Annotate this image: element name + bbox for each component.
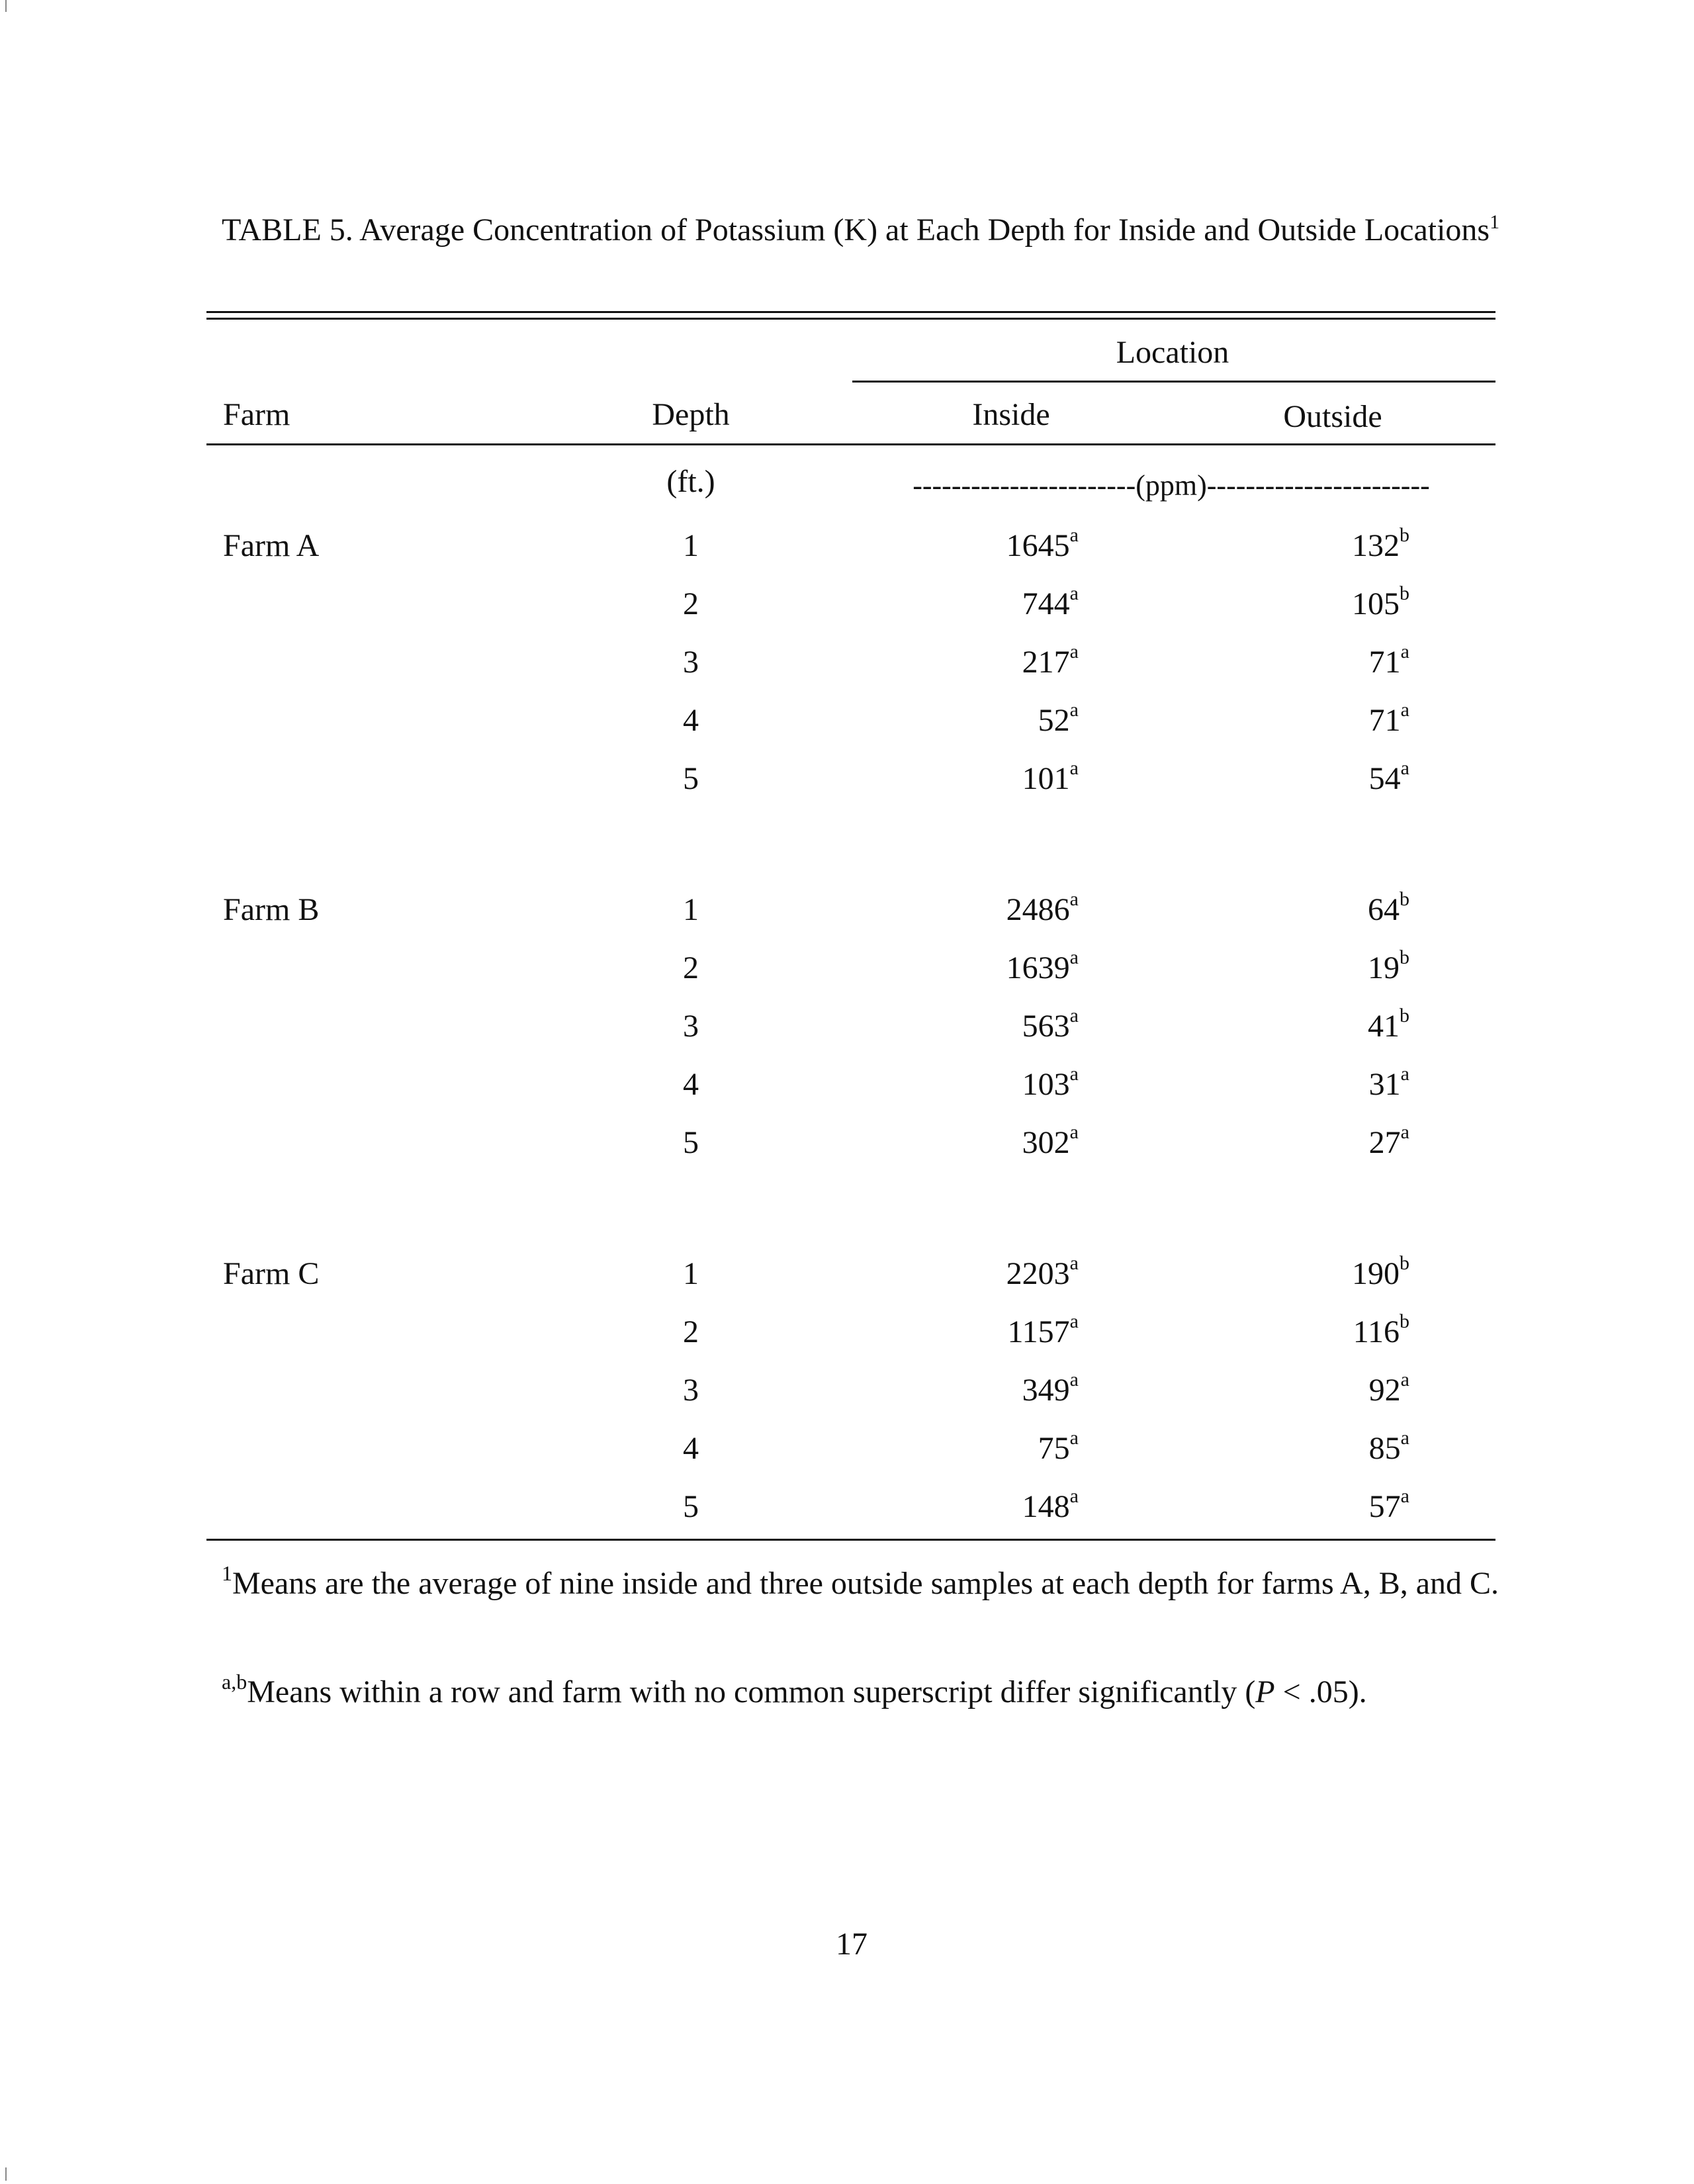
outside-superscript: a	[1400, 1121, 1409, 1143]
caption-footnote-mark: 1	[1490, 211, 1500, 233]
page-number: 17	[836, 1927, 868, 1962]
farm-label: Farm B	[223, 892, 320, 927]
inside-value: 52	[1038, 703, 1070, 738]
inside-value: 744	[1022, 586, 1070, 621]
outside-value: 85	[1368, 1431, 1401, 1466]
caption-text: TABLE 5. Average Concentration of Potassium (K) at Each Depth for Inside and Outside Locations	[222, 212, 1490, 248]
scan-mark-bottom	[5, 2167, 7, 2181]
outside-value: 105	[1352, 586, 1400, 621]
inside-value-cell	[1022, 1123, 1079, 1167]
outside-superscript: b	[1400, 888, 1409, 910]
inside-value: 217	[1022, 645, 1070, 680]
outside-value-cell	[1369, 1123, 1409, 1167]
inside-value: 1639	[1006, 950, 1070, 985]
inside-value-cell	[1022, 759, 1079, 803]
inside-superscript: a	[1069, 1310, 1079, 1332]
outside-value: 64	[1368, 892, 1400, 927]
inside-value: 2203	[1006, 1256, 1070, 1291]
depth-cell: 1	[683, 892, 699, 927]
outside-superscript: b	[1400, 582, 1409, 604]
footnote-2-italic: P	[1255, 1674, 1275, 1709]
inside-value: 302	[1022, 1125, 1070, 1160]
header-bottom-rule	[206, 443, 1495, 445]
inside-value: 563	[1022, 1009, 1070, 1044]
outside-value-cell	[1353, 1312, 1409, 1356]
outside-value: 27	[1368, 1125, 1401, 1160]
outside-superscript: a	[1400, 1427, 1409, 1449]
outside-value-cell	[1368, 890, 1409, 934]
inside-value-cell	[1022, 584, 1079, 628]
depth-cell: 2	[683, 586, 699, 621]
table-top-rule	[206, 311, 1495, 313]
inside-superscript: a	[1069, 582, 1079, 604]
scan-mark-top	[5, 0, 7, 12]
outside-superscript: b	[1400, 1252, 1409, 1274]
outside-value: 57	[1368, 1489, 1401, 1524]
footnote-2-text-after: < .05).	[1274, 1674, 1367, 1709]
outside-value-cell	[1352, 1254, 1409, 1298]
inside-value: 148	[1022, 1489, 1070, 1524]
outside-value-cell	[1369, 643, 1409, 686]
depth-cell: 3	[683, 645, 699, 680]
footnote-1-text: Means are the average of nine inside and three outside samples at each depth for farms A, B, and C.	[232, 1566, 1499, 1601]
outside-value: 71	[1368, 645, 1401, 680]
depth-cell: 4	[683, 1067, 699, 1102]
header-farm: Farm	[223, 397, 290, 432]
outside-superscript: b	[1400, 524, 1409, 546]
inside-superscript: a	[1069, 1485, 1079, 1507]
outside-superscript: a	[1400, 1063, 1409, 1085]
footnote-2	[222, 1672, 1519, 1715]
outside-superscript: a	[1400, 757, 1409, 779]
inside-value-cell	[1038, 1429, 1079, 1473]
inside-value-cell	[1006, 1254, 1079, 1298]
depth-cell: 4	[683, 703, 699, 738]
location-spanner: Location	[1116, 335, 1229, 370]
farm-label: Farm C	[223, 1256, 320, 1291]
inside-value-cell	[1022, 643, 1079, 686]
outside-superscript: a	[1400, 699, 1409, 721]
inside-value-cell	[1022, 1371, 1079, 1414]
inside-value: 103	[1022, 1067, 1070, 1102]
inside-value-cell	[1006, 526, 1079, 570]
depth-cell: 5	[683, 1489, 699, 1524]
footnote-2-text-before: Means within a row and farm with no common superscript differ significantly (	[247, 1674, 1256, 1709]
inside-superscript: a	[1069, 888, 1079, 910]
inside-superscript: a	[1069, 641, 1079, 662]
footnote-1-mark: 1	[222, 1561, 232, 1585]
outside-value-cell	[1369, 701, 1409, 745]
outside-value-cell	[1368, 948, 1409, 992]
depth-cell: 3	[683, 1009, 699, 1044]
inside-superscript: a	[1069, 757, 1079, 779]
inside-superscript: a	[1069, 1063, 1079, 1085]
outside-value-cell	[1369, 1371, 1409, 1414]
outside-value-cell	[1369, 759, 1409, 803]
outside-value: 54	[1368, 761, 1401, 796]
outside-value-cell	[1369, 1429, 1409, 1473]
inside-superscript: a	[1069, 1369, 1079, 1390]
outside-superscript: a	[1400, 1369, 1409, 1390]
inside-value-cell	[1006, 890, 1079, 934]
inside-superscript: a	[1069, 1005, 1079, 1026]
inside-value-cell	[1022, 1007, 1079, 1050]
outside-value-cell	[1352, 526, 1409, 570]
location-spanner-rule	[852, 381, 1495, 383]
depth-unit: (ft.)	[666, 464, 715, 499]
inside-value: 75	[1038, 1431, 1070, 1466]
outside-value: 190	[1352, 1256, 1400, 1291]
table-bottom-rule	[206, 1539, 1495, 1541]
header-outside: Outside	[1283, 399, 1382, 434]
table-caption	[222, 202, 1519, 258]
depth-cell: 4	[683, 1431, 699, 1466]
farm-label: Farm A	[223, 528, 320, 563]
inside-value-cell	[1006, 948, 1079, 992]
outside-superscript: b	[1400, 1005, 1409, 1026]
inside-value-cell	[1022, 1487, 1079, 1531]
inside-superscript: a	[1069, 699, 1079, 721]
inside-superscript: a	[1069, 1427, 1079, 1449]
outside-value: 116	[1353, 1314, 1400, 1349]
footnote-1	[222, 1555, 1519, 1615]
inside-value: 1645	[1006, 528, 1070, 563]
depth-cell: 5	[683, 1125, 699, 1160]
outside-value: 71	[1368, 703, 1401, 738]
header-depth: Depth	[652, 397, 730, 432]
inside-value-cell	[1038, 701, 1079, 745]
values-unit: -----------------------(ppm)-----------------------	[913, 469, 1430, 502]
outside-superscript: a	[1400, 1485, 1409, 1507]
outside-value-cell	[1368, 1007, 1409, 1050]
outside-value: 19	[1368, 950, 1400, 985]
inside-value: 2486	[1006, 892, 1070, 927]
outside-value-cell	[1369, 1487, 1409, 1531]
inside-superscript: a	[1069, 1252, 1079, 1274]
depth-cell: 2	[683, 950, 699, 985]
depth-cell: 2	[683, 1314, 699, 1349]
inside-value: 1157	[1007, 1314, 1070, 1349]
outside-superscript: b	[1400, 946, 1409, 968]
depth-cell: 5	[683, 761, 699, 796]
inside-value-cell	[1022, 1065, 1079, 1109]
outside-value: 132	[1352, 528, 1400, 563]
inside-value: 101	[1022, 761, 1070, 796]
depth-cell: 1	[683, 528, 699, 563]
inside-value-cell	[1007, 1312, 1079, 1356]
inside-value: 349	[1022, 1373, 1070, 1408]
depth-cell: 1	[683, 1256, 699, 1291]
table-top-rule-inner	[206, 318, 1495, 320]
outside-value: 92	[1368, 1373, 1401, 1408]
header-inside: Inside	[972, 397, 1050, 432]
depth-cell: 3	[683, 1373, 699, 1408]
outside-superscript: a	[1400, 641, 1409, 662]
outside-value-cell	[1352, 584, 1409, 628]
outside-value-cell	[1369, 1065, 1409, 1109]
inside-superscript: a	[1069, 946, 1079, 968]
inside-superscript: a	[1069, 1121, 1079, 1143]
outside-value: 41	[1368, 1009, 1400, 1044]
footnote-2-mark: a,b	[222, 1670, 247, 1694]
inside-superscript: a	[1069, 524, 1079, 546]
outside-superscript: b	[1400, 1310, 1409, 1332]
outside-value: 31	[1368, 1067, 1401, 1102]
